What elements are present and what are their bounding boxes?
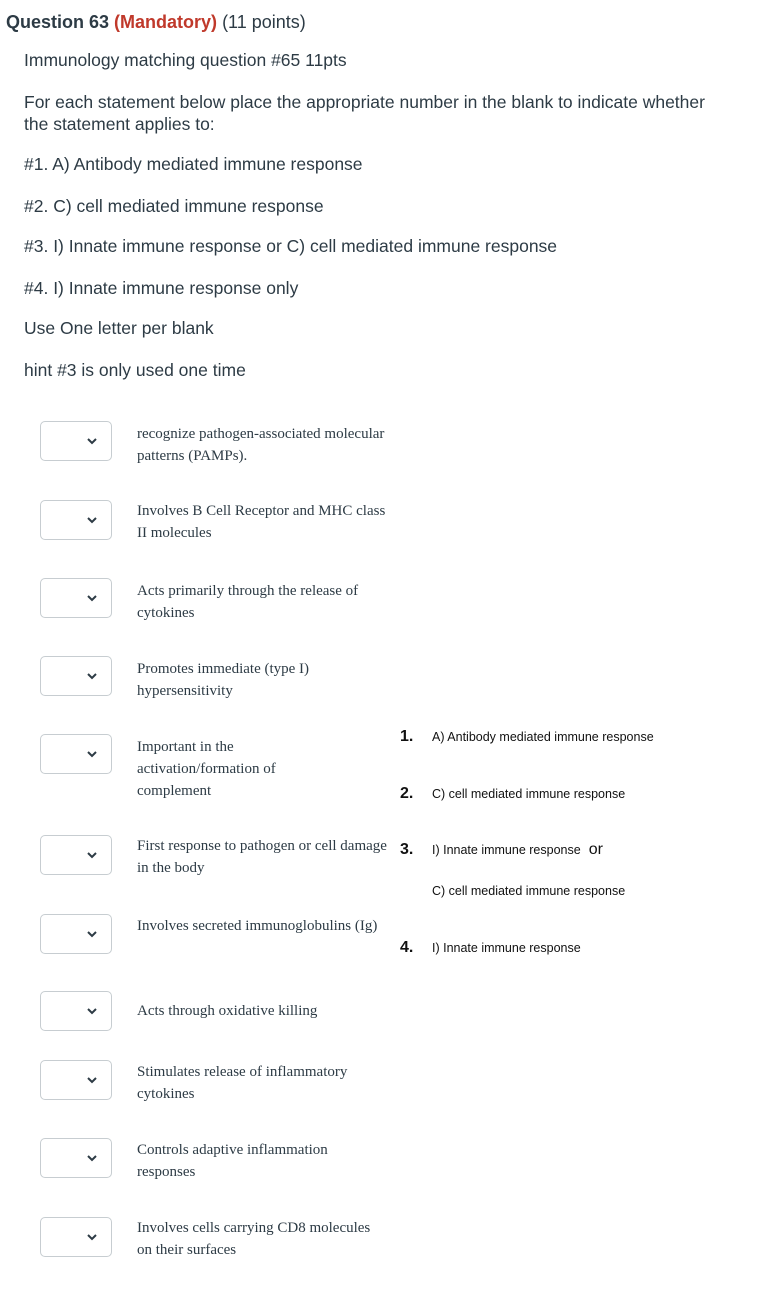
key-item-3-continued [432,882,625,900]
chevron-down-icon [85,513,99,527]
statement-text: First response to pathogen or cell damage in the body [137,838,387,876]
key-text: C) cell mediated immune response [432,884,626,898]
chevron-down-icon [85,848,99,862]
answer-select[interactable] [40,656,112,696]
answer-select[interactable] [40,421,112,461]
key-number: 3. [400,841,414,858]
statement-text: Involves B Cell Receptor and MHC class II molecules [137,503,386,541]
note-hint: hint #3 is only used one time [24,360,246,380]
chevron-down-icon [85,591,99,605]
key-number: 2. [400,785,414,802]
chevron-down-icon [85,747,99,761]
statement-text: recognize pathogen-associated molecular patterns (PAMPs). [137,426,385,464]
key-text: I) Innate immune response [432,843,581,857]
statement-text: Controls adaptive inflammation responses [137,1142,328,1180]
answer-select[interactable] [40,991,112,1031]
note-one-letter: Use One letter per blank [24,318,214,338]
mandatory-label: (Mandatory) [114,12,218,32]
chevron-down-icon [85,1073,99,1087]
answer-select[interactable] [40,1217,112,1257]
answer-select[interactable] [40,500,112,540]
key-number: 4. [400,939,414,956]
key-or: or [588,841,603,858]
statement-text: Involves cells carrying CD8 molecules on their surfaces [137,1220,371,1258]
option-3: #3. I) Innate immune response or C) cell mediated immune response [24,236,558,256]
key-item-3 [400,841,603,859]
key-text: C) cell mediated immune response [432,787,626,801]
key-item-2 [400,785,625,803]
statement-text: Promotes immediate (type I) hypersensitivity [137,661,310,699]
statement-text: Important in the activation/formation of complement [137,739,276,799]
answer-select[interactable] [40,734,112,774]
key-item-1 [400,728,654,746]
key-text: A) Antibody mediated immune response [432,730,654,744]
chevron-down-icon [85,927,99,941]
key-item-4 [400,939,581,957]
instruction-text: For each statement below place the appropriate number in the blank to indicate whether the statement applies to: [24,92,705,134]
statement-text: Involves secreted immunoglobulins (Ig) [137,918,378,934]
statement-text: Acts through oxidative killing [137,1003,318,1019]
option-1: #1. A) Antibody mediated immune response [24,154,363,174]
answer-select[interactable] [40,1060,112,1100]
chevron-down-icon [85,1004,99,1018]
option-4: #4. I) Innate immune response only [24,278,299,298]
key-number: 1. [400,728,414,745]
question-number: Question 63 [6,12,110,32]
question-header [6,12,306,33]
question-title: Immunology matching question #65 11pts [24,50,347,70]
answer-select[interactable] [40,578,112,618]
answer-select[interactable] [40,1138,112,1178]
points-label: (11 points) [222,12,306,32]
statement-text: Acts primarily through the release of cytokines [137,583,359,621]
chevron-down-icon [85,1230,99,1244]
answer-select[interactable] [40,835,112,875]
statement-text: Stimulates release of inflammatory cytokines [137,1064,348,1102]
chevron-down-icon [85,1151,99,1165]
chevron-down-icon [85,669,99,683]
answer-select[interactable] [40,914,112,954]
chevron-down-icon [85,434,99,448]
option-2: #2. C) cell mediated immune response [24,196,324,216]
key-text: I) Innate immune response [432,941,581,955]
